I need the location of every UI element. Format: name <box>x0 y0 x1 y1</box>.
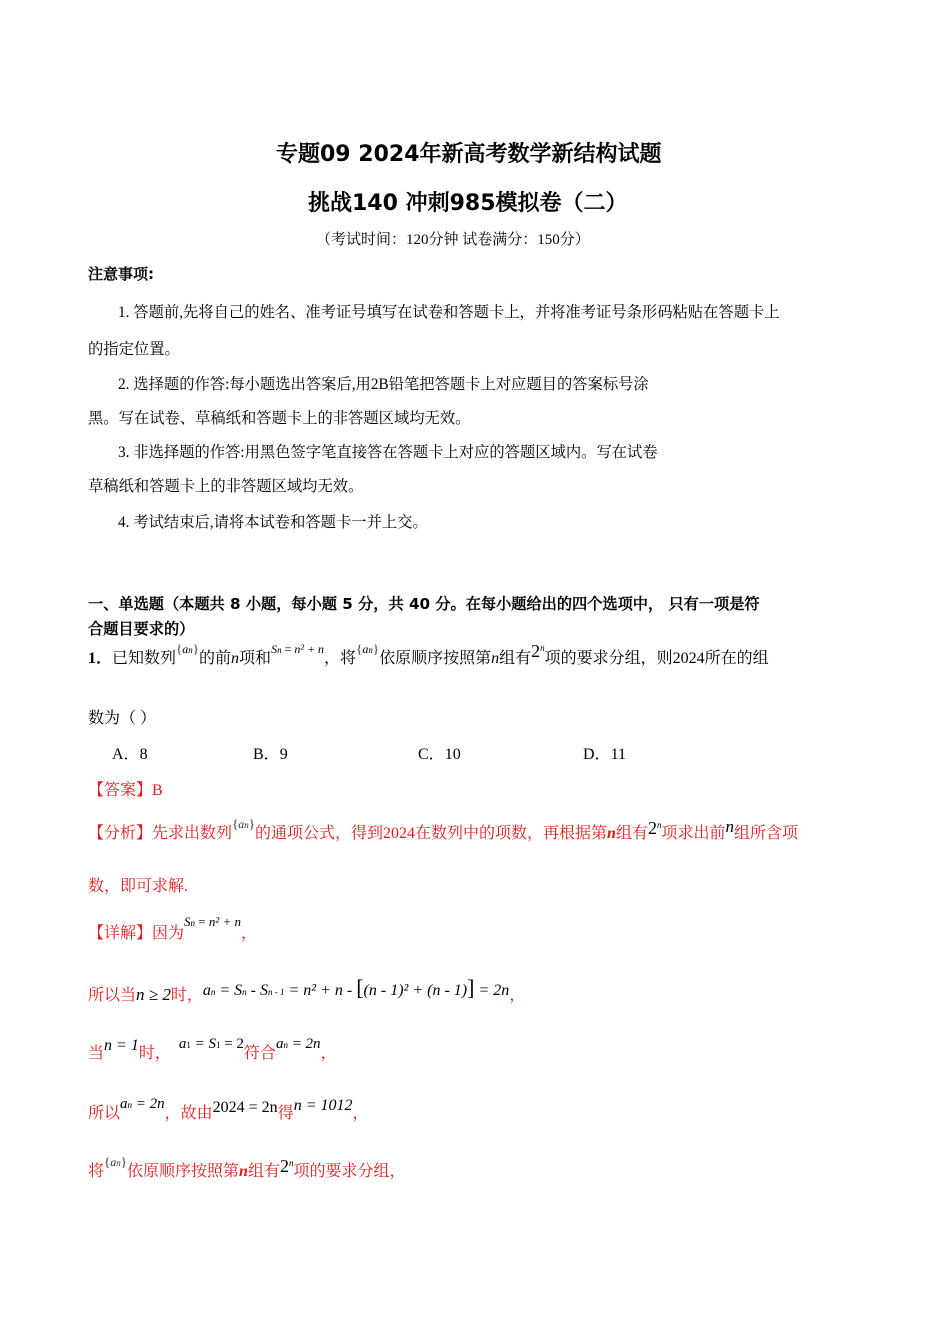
detail-text: 依原顺序按照第 <box>127 1163 240 1180</box>
analysis-text: 项求出前 <box>661 825 726 842</box>
math-n-1012: n = 1012 <box>293 1097 353 1114</box>
notice-heading: 注意事项: <box>88 265 154 283</box>
option-a[interactable]: A．8 <box>112 746 148 763</box>
detail-line-2 <box>88 975 526 1006</box>
detail-text: 符合 <box>243 1045 276 1062</box>
analysis-text: 组有 <box>615 825 648 842</box>
detail-text: 所以 <box>88 1105 121 1122</box>
math-n: n <box>231 650 240 667</box>
detail-text: ，故由 <box>164 1105 213 1122</box>
question-1-line-1 <box>88 641 769 681</box>
detail-line-3 <box>88 1036 337 1063</box>
detail-text: 项的要求分组， <box>293 1163 406 1180</box>
detail-text: 所以当 <box>88 987 137 1004</box>
detail-label: 【详解】 <box>88 925 153 942</box>
detail-text: ， <box>320 1045 337 1062</box>
math-n-eq-1: n = 1 <box>104 1037 139 1054</box>
detail-text: 得 <box>277 1105 294 1122</box>
detail-text: 当 <box>88 1045 105 1062</box>
answer-label: 【答案】 <box>88 782 153 799</box>
math-sn-formula: Sn = n² + n <box>184 914 242 929</box>
q1-text: ，将 <box>324 650 357 667</box>
title-line-2: 挑战140 冲刺985模拟卷（二） <box>308 191 628 216</box>
math-n: n <box>725 817 734 836</box>
math-n-ge-2: n ≥ 2 <box>136 985 171 1004</box>
math-an-derivation: an = Sn - Sn - 1 = n² + n - [(n - 1)² + (n - 1)] = 2n <box>202 975 510 1000</box>
seq-a-braced: {an} <box>176 641 200 656</box>
math-n: n <box>239 1163 248 1180</box>
detail-text: 时， <box>170 987 203 1004</box>
math-2-pow-n: 2$^n$ <box>647 818 662 838</box>
answer-value: B <box>152 782 163 799</box>
analysis-text: 的通项公式，得到2024在数列中的项数，再根据第 <box>255 825 608 842</box>
q1-text: 组有 <box>499 650 532 667</box>
detail-line-4 <box>88 1096 369 1123</box>
detail-text: ， <box>241 925 258 942</box>
math-a1-s1: a1 = S1 = 2 <box>178 1036 244 1052</box>
option-b[interactable]: B．9 <box>253 746 288 763</box>
seq-a-braced: {an} <box>104 1154 128 1169</box>
math-sn-formula: Sn = n² + n <box>271 642 325 656</box>
analysis-text: 组所含项 <box>733 825 798 842</box>
option-d[interactable]: D．11 <box>583 746 626 763</box>
q1-text: 项和 <box>239 650 272 667</box>
title-line-1: 专题09 2024年新高考数学新结构试题 <box>276 142 662 167</box>
question-1-line-2: 数为（ ） <box>88 710 157 727</box>
q1-text: 项的要求分组，则2024所在的组 <box>544 650 769 667</box>
q1-text: 已知数列 <box>112 650 177 667</box>
section-heading-line-2: 合题目要求的） <box>88 620 195 638</box>
detail-text: ， <box>352 1105 369 1122</box>
detail-text: ， <box>509 987 526 1004</box>
math-an-2n: an = 2n <box>275 1036 321 1052</box>
analysis-line-1 <box>88 816 798 843</box>
detail-line-1 <box>88 914 258 943</box>
q1-text: 依原顺序按照第 <box>379 650 492 667</box>
notice-item-3a: 3. 非选择题的作答:用黑色签字笔直接答在答题卡上对应的答题区域内。写在试卷 <box>118 444 658 461</box>
analysis-line-2: 数，即可求解. <box>88 878 189 895</box>
notice-item-3b: 草稿纸和答题卡上的非答题区域均无效。 <box>88 478 364 495</box>
detail-line-5 <box>88 1154 406 1181</box>
analysis-label: 【分析】 <box>88 825 153 842</box>
notice-item-1b: 的指定位置。 <box>88 341 180 358</box>
notice-item-2b: 黑。写在试卷、草稿纸和答题卡上的非答题区域均无效。 <box>88 410 471 427</box>
notice-item-1a: 1. 答题前,先将自己的姓名、准考证号填写在试卷和答题卡上，并将准考证号条形码粘贴在答题卡上 <box>118 304 780 321</box>
answer-line <box>88 777 163 800</box>
option-c[interactable]: C．10 <box>418 746 461 763</box>
q1-text: 的前 <box>199 650 232 667</box>
section-heading-line-1: 一、单选题（本题共 8 小题，每小题 5 分，共 40 分。在每小题给出的四个选项中， 只有一项是符 <box>88 595 760 613</box>
question-number: 1． <box>88 650 113 667</box>
notice-item-2a: 2. 选择题的作答:每小题选出答案后,用2B铅笔把答题卡上对应题目的答案标号涂 <box>118 376 649 393</box>
seq-a-braced: {an} <box>232 816 256 831</box>
detail-text: 因为 <box>152 925 185 942</box>
exam-info: （考试时间：120分钟 试卷满分：150分） <box>316 232 590 248</box>
detail-text: 组有 <box>247 1163 280 1180</box>
math-n: n <box>607 825 616 842</box>
seq-a-braced: {an} <box>356 641 380 656</box>
math-n: n <box>491 650 500 667</box>
math-2-pow-n: 2$^n$ <box>531 641 545 661</box>
notice-item-4: 4. 考试结束后,请将本试卷和答题卡一并上交。 <box>118 514 428 531</box>
analysis-text: 先求出数列 <box>152 825 233 842</box>
math-an-2n: an = 2n <box>120 1096 165 1112</box>
detail-text: 时， <box>138 1045 171 1062</box>
math-2024-eq: 2024 = 2n <box>212 1099 278 1116</box>
math-2-pow-n: 2$^n$ <box>279 1156 294 1176</box>
detail-text: 将 <box>88 1163 105 1180</box>
